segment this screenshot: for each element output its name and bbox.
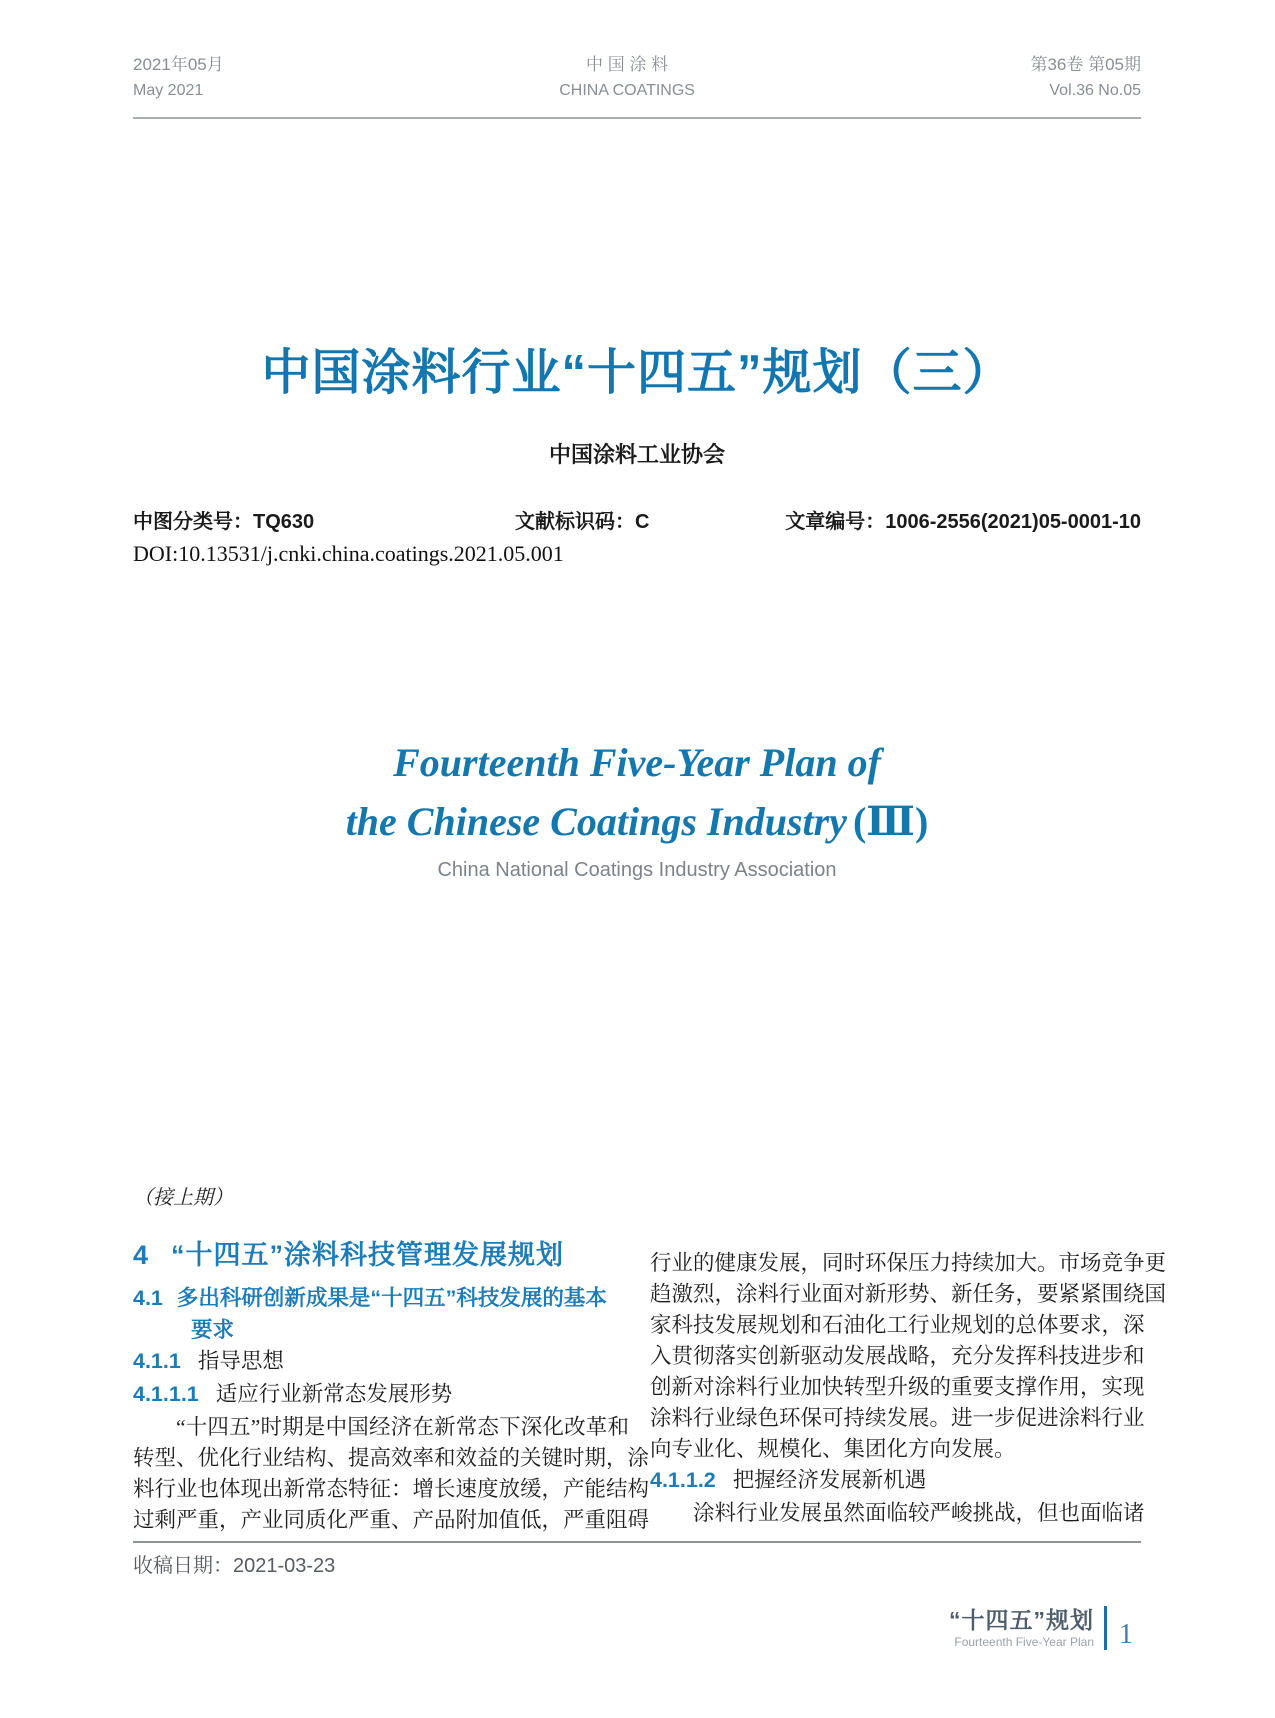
footer-divider-bar xyxy=(1104,1606,1107,1650)
page-footer xyxy=(949,1606,1133,1650)
paragraph-line: 料行业也体现出新常态特征：增长速度放缓，产能结构 xyxy=(133,1477,650,1501)
meta-clc-number: 中图分类号：TQ630 xyxy=(133,511,315,533)
header-issue-date xyxy=(133,52,224,104)
section-heading-4-1-1-1 xyxy=(133,1379,629,1412)
section-4-1-title-part1: 多出科研创新成果是“十四五”科技发展的基本 xyxy=(176,1286,607,1310)
section-4-1-line1 xyxy=(133,1282,629,1314)
article-title-en-line2 xyxy=(133,792,1141,851)
section-4-1-1-1-title: 适应行业新常态发展形势 xyxy=(215,1382,453,1406)
header-volume-info xyxy=(1030,52,1141,104)
paragraph-line: 向专业化、规模化、集团化方向发展。 xyxy=(650,1437,1016,1461)
section-4-1-1-2-title: 把握经济发展新机遇 xyxy=(732,1468,927,1492)
section-heading-4-1 xyxy=(133,1282,629,1346)
section-4-1-1-title: 指导思想 xyxy=(197,1349,284,1373)
section-4-number: 4 xyxy=(133,1240,150,1270)
header-volume-zh: 第36卷 第05期 xyxy=(1030,55,1141,74)
paragraph-line: 涂料行业发展虽然面临较严峻挑战，但也面临诸 xyxy=(693,1501,1145,1525)
body-column-right xyxy=(650,1238,1167,1536)
article-title-en-line1: Fourteenth Five-Year Plan of xyxy=(393,740,881,785)
footer-title-zh: “十四五”规划 xyxy=(949,1607,1094,1633)
article-title-en xyxy=(133,733,1141,851)
journal-running-head xyxy=(133,52,1141,119)
paragraph-line: 创新对涂料行业加快转型升级的重要支撑作用，实现 xyxy=(650,1375,1145,1399)
paragraph-line: 涂料行业绿色环保可持续发展。进一步促进涂料行业 xyxy=(650,1406,1145,1430)
footer-running-title xyxy=(949,1607,1094,1649)
continued-from-previous-note: （接上期） xyxy=(133,1187,233,1209)
header-date-zh: 2021年05月 xyxy=(133,55,224,74)
footer-title-en: Fourteenth Five-Year Plan xyxy=(954,1635,1094,1649)
footnote-divider xyxy=(133,1541,1141,1543)
article-author-en: China National Coatings Industry Association xyxy=(437,859,837,881)
section-4-1-number: 4.1 xyxy=(133,1286,163,1310)
article-author-zh: 中国涂料工业协会 xyxy=(548,442,725,467)
meta-article-id: 文章编号：1006-2556(2021)05-0001-10 xyxy=(785,511,1141,533)
section-4-1-1-2-number: 4.1.1.2 xyxy=(650,1468,716,1492)
section-heading-4-1-1 xyxy=(133,1346,629,1379)
header-journal-zh: 中 国 涂 料 xyxy=(586,55,669,74)
article-meta-row xyxy=(133,509,1141,535)
header-journal-en: CHINA COATINGS xyxy=(559,82,695,99)
header-date-en: May 2021 xyxy=(133,82,204,99)
meta-document-code: 文献标识码：C xyxy=(515,511,650,533)
body-column-left xyxy=(133,1238,650,1536)
article-doi: DOI:10.13531/j.cnki.china.coatings.2021.05.001 xyxy=(133,541,564,566)
section-4-1-title-part2: 要求 xyxy=(191,1318,235,1342)
header-journal-name xyxy=(559,52,695,104)
page-number: 1 xyxy=(1119,1619,1133,1650)
paragraph-line: “十四五”时期是中国经济在新常态下深化改革和 xyxy=(176,1415,629,1439)
paragraph-line: 过剩严重，产业同质化严重、产品附加值低，严重阻碍 xyxy=(133,1508,650,1532)
header-volume-en: Vol.36 No.05 xyxy=(1049,82,1141,99)
section-4-1-1-number: 4.1.1 xyxy=(133,1349,181,1373)
paragraph-line: 家科技发展规划和石油化工行业规划的总体要求，深 xyxy=(650,1313,1145,1337)
section-4-1-1-1-number: 4.1.1.1 xyxy=(133,1382,199,1406)
section-heading-4-1-1-2 xyxy=(650,1465,1141,1498)
article-title-zh: 中国涂料行业“十四五”规划（三） xyxy=(261,346,1013,400)
paragraph-line: 转型、优化行业结构、提高效率和效益的关键时期，涂 xyxy=(133,1446,650,1470)
received-date-note: 收稿日期：2021-03-23 xyxy=(133,1555,336,1577)
article-title-en-line2-main: the Chinese Coatings Industry xyxy=(345,799,847,844)
body-columns xyxy=(133,1238,1167,1536)
paragraph-line: 入贯彻落实创新驱动发展战略，充分发挥科技进步和 xyxy=(650,1344,1145,1368)
paragraph-line: 趋激烈，涂料行业面对新形势、新任务，要紧紧围绕国 xyxy=(650,1282,1167,1306)
paragraph-line: 行业的健康发展，同时环保压力持续加大。市场竞争更 xyxy=(650,1251,1167,1275)
section-4-title: “十四五”涂料科技管理发展规划 xyxy=(171,1240,565,1270)
section-heading-4 xyxy=(133,1238,629,1272)
article-title-en-part-number: (Ⅲ) xyxy=(852,799,929,844)
